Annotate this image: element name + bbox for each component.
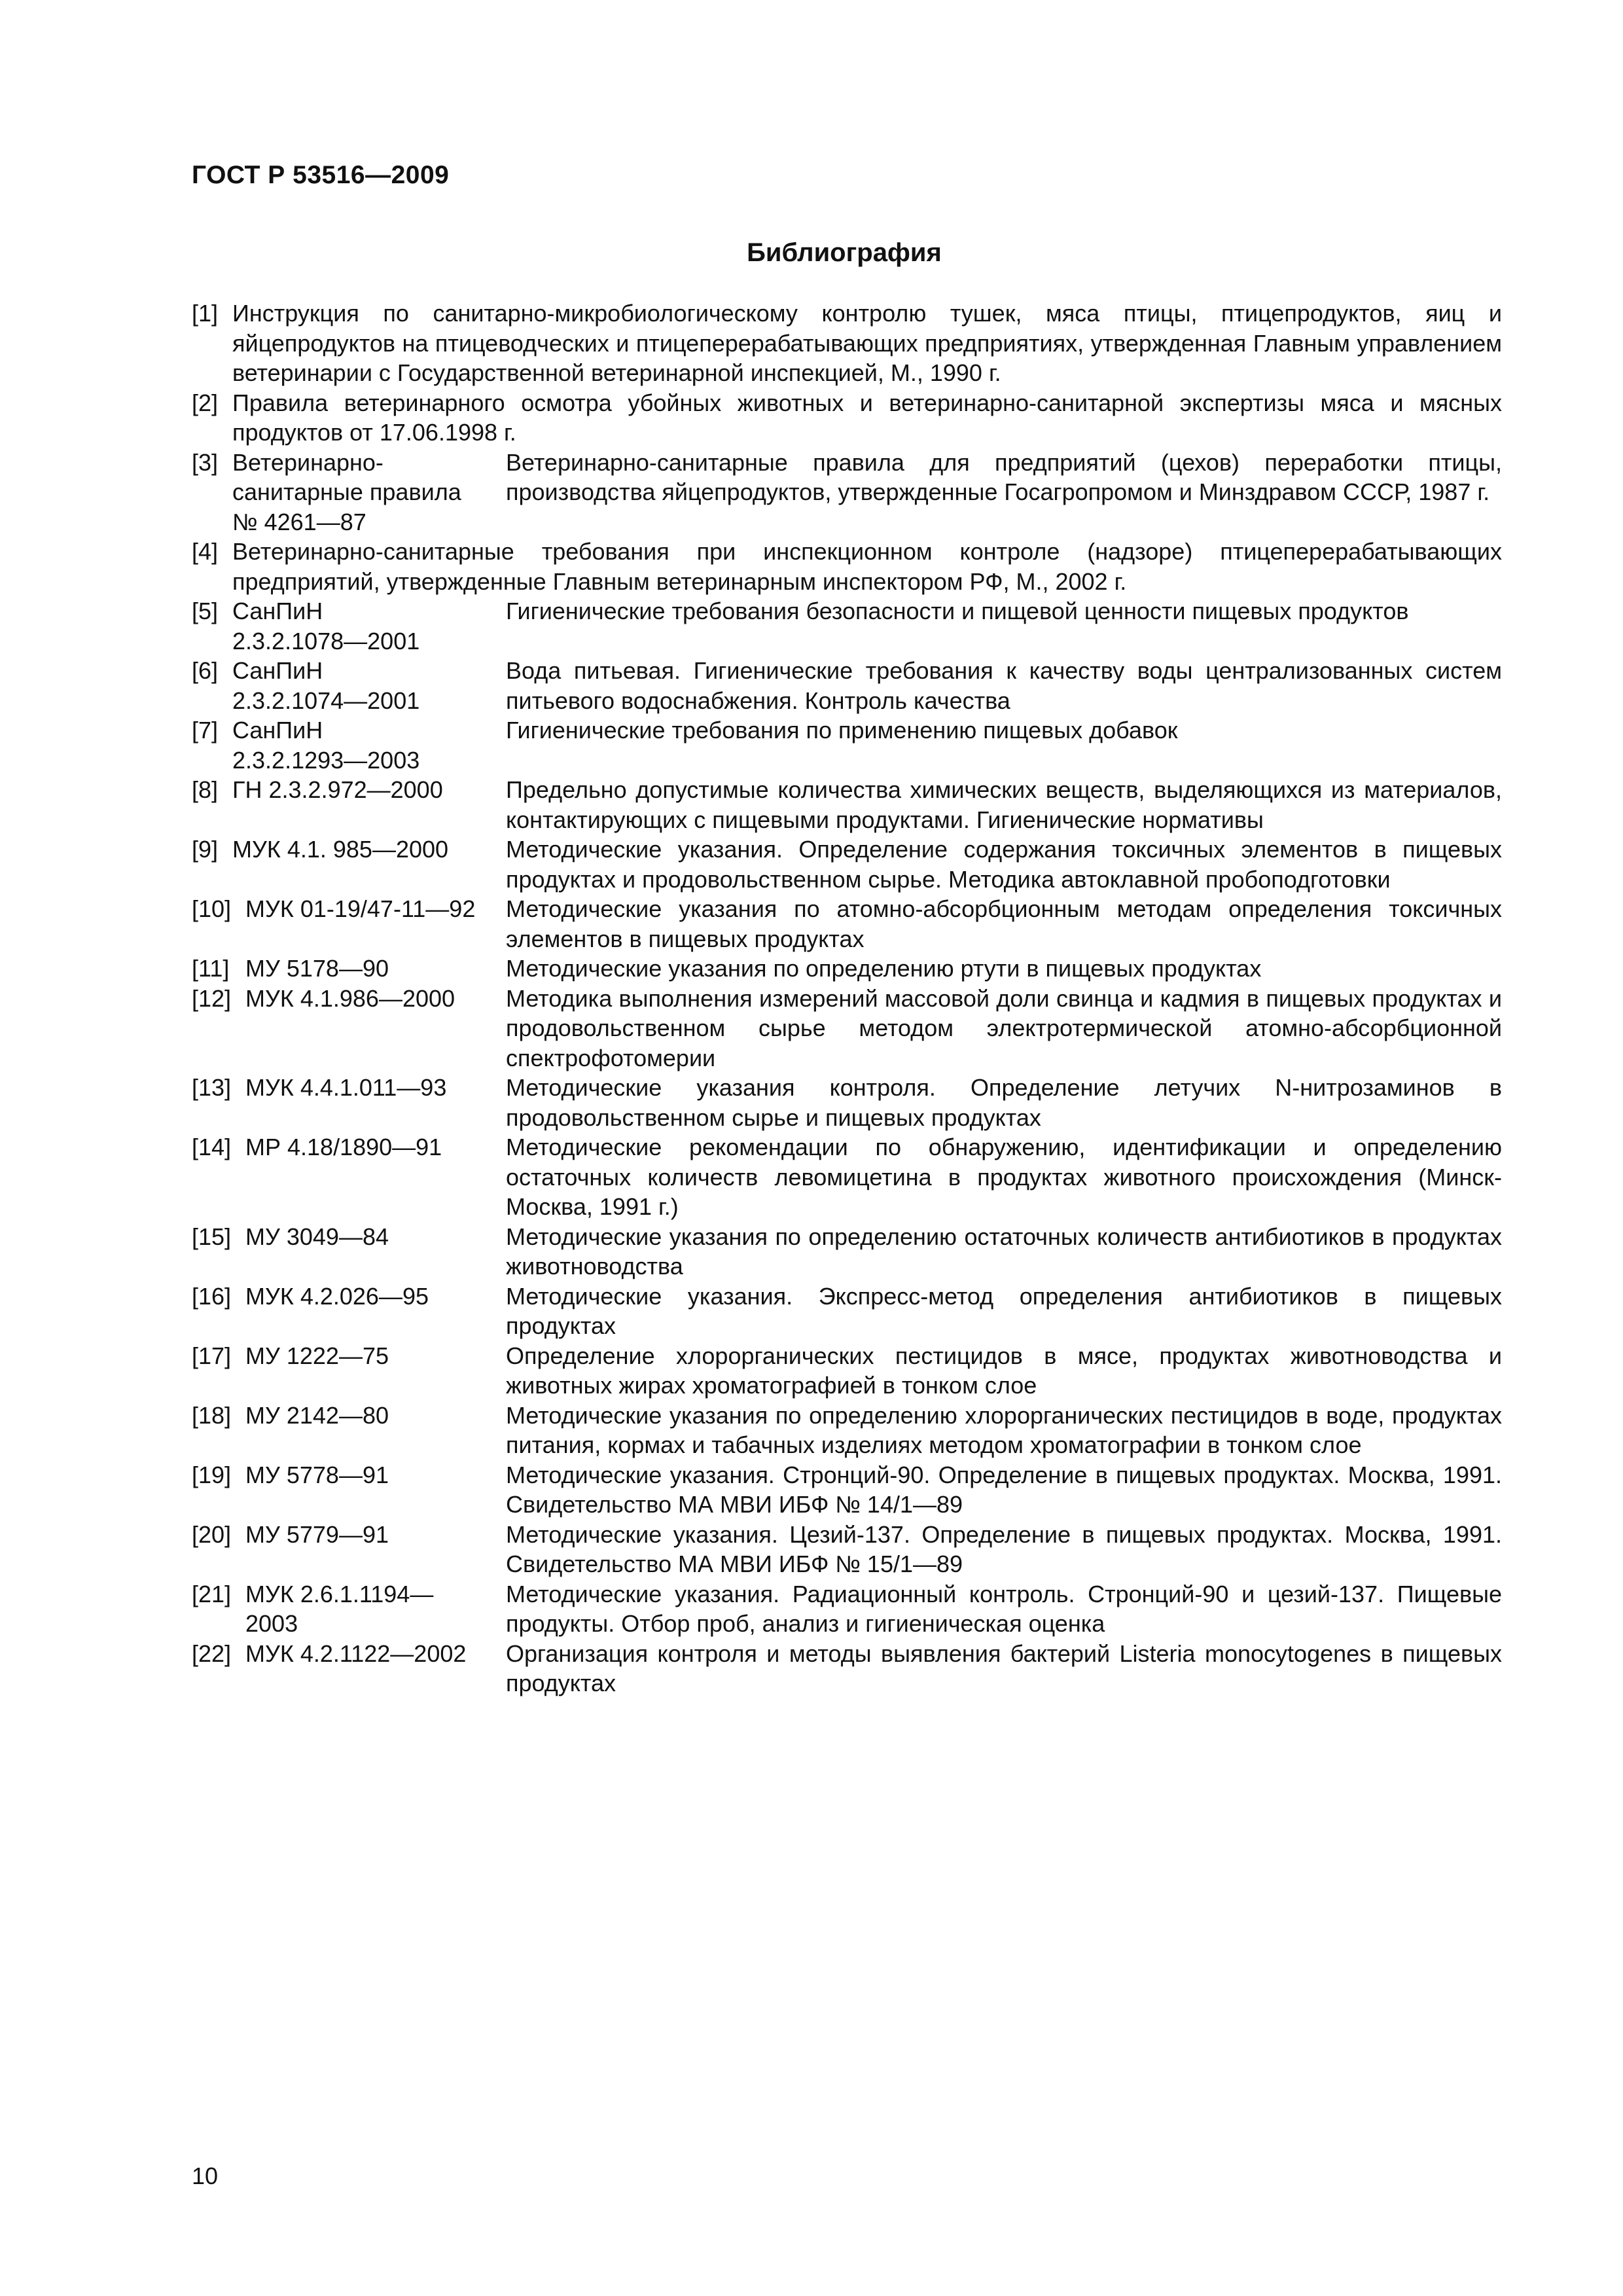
entry-number: [12] bbox=[192, 984, 232, 1012]
entry-number: [10] bbox=[192, 895, 232, 922]
bibliography-entry-6 bbox=[192, 656, 1502, 715]
entry-number: [8] bbox=[192, 776, 219, 803]
entry-code: МУ 2142—80 bbox=[245, 1401, 389, 1429]
entry-code: СанПиН 2.3.2.1293—2003 bbox=[232, 717, 420, 774]
entry-code: МУК 4.1. 985—2000 bbox=[232, 836, 449, 863]
bibliography-entry-1 bbox=[192, 298, 1502, 388]
bibliography-entry-19 bbox=[192, 1460, 1502, 1520]
entry-description: Методические рекомендации по обнаружению, идентификации и определению остаточных количеств левомицетина в продуктах животного происхождения (Минск-Москва, 1991 г.) bbox=[506, 1134, 1502, 1220]
entry-code: МУ 5778—91 bbox=[245, 1461, 389, 1488]
entry-number: [1] bbox=[192, 300, 219, 327]
entry-code: МУ 5178—90 bbox=[245, 955, 389, 982]
entry-description: Методические указания по определению ртути в пищевых продуктах bbox=[506, 955, 1262, 982]
entry-description: Организация контроля и методы выявления бактерий Listeria monocytogenes в пищевых продуктах bbox=[506, 1640, 1502, 1696]
entry-text: Правила ветеринарного осмотра убойных животных и ветеринарно-санитарной экспертизы мяса и мясных продуктов от 17.06.1998 г. bbox=[232, 389, 1502, 446]
page-number: 10 bbox=[192, 2162, 219, 2189]
bibliography-entry-2 bbox=[192, 388, 1502, 448]
entry-number: [4] bbox=[192, 538, 219, 565]
entry-code: МУК 2.6.1.1194— 2003 bbox=[245, 1580, 434, 1637]
entry-number: [3] bbox=[192, 448, 219, 476]
entry-code: МУ 1222—75 bbox=[245, 1342, 389, 1369]
entry-description: Методические указания. Определение содержания токсичных элементов в пищевых продуктах и продовольственном сырье. Методика автоклавной пробоподготовки bbox=[506, 836, 1502, 893]
entry-description: Ветеринарно-санитарные правила для предприятий (цехов) переработки птицы, производства яйцепродуктов, утвержденные Госагропромом и Минздравом СССР, 1987 г. bbox=[506, 448, 1502, 505]
entry-description: Гигиенические требования безопасности и пищевой ценности пищевых продуктов bbox=[506, 598, 1409, 624]
bibliography-list bbox=[192, 298, 1502, 1698]
entry-code: МУК 4.4.1.011—93 bbox=[245, 1074, 447, 1101]
bibliography-entry-17 bbox=[192, 1341, 1502, 1401]
bibliography-entry-13 bbox=[192, 1073, 1502, 1132]
entry-description: Гигиенические требования по применению пищевых добавок bbox=[506, 717, 1178, 744]
entry-code: МУК 4.2.026—95 bbox=[245, 1282, 429, 1310]
entry-description: Вода питьевая. Гигиенические требования к качеству воды централизованных систем питьевого водоснабжения. Контроль качества bbox=[506, 657, 1502, 714]
entry-description: Методические указания. Радиационный контроль. Стронций-90 и цезий-137. Пищевые продукты. Отбор проб, анализ и гигиеническая оценка bbox=[506, 1580, 1502, 1637]
bibliography-entry-16 bbox=[192, 1282, 1502, 1341]
entry-number: [6] bbox=[192, 657, 219, 684]
entry-code: МУК 4.2.1122—2002 bbox=[245, 1640, 467, 1667]
entry-description: Методические указания. Цезий-137. Определение в пищевых продуктах. Москва, 1991. Свидетельство МА МВИ ИБФ № 15/1—89 bbox=[506, 1520, 1502, 1577]
entry-number: [18] bbox=[192, 1401, 232, 1429]
bibliography-entry-7 bbox=[192, 715, 1502, 775]
section-title: Библиография bbox=[747, 238, 942, 267]
entry-description: Методические указания по атомно-абсорбционным методам определения токсичных элементов в пищевых продуктах bbox=[506, 895, 1502, 952]
entry-description: Методические указания. Стронций-90. Определение в пищевых продуктах. Москва, 1991. Свидетельство МА МВИ ИБФ № 14/1—89 bbox=[506, 1461, 1502, 1518]
entry-number: [17] bbox=[192, 1342, 232, 1369]
entry-number: [20] bbox=[192, 1520, 232, 1548]
entry-number: [7] bbox=[192, 717, 219, 744]
entry-description: Предельно допустимые количества химических веществ, выделяющихся из материалов, контактирующих с пищевыми продуктами. Гигиенические нормативы bbox=[506, 776, 1502, 833]
entry-text: Инструкция по санитарно-микробиологическому контролю тушек, мяса птицы, птицепродуктов, яиц и яйцепродуктов на птицеводческих и птицеперерабатывающих предприятиях, утвержденная Главным управлением ветеринарии с Государственной ветеринарной инспекцией, М., 1990 г. bbox=[232, 300, 1502, 386]
entry-number: [21] bbox=[192, 1580, 232, 1607]
bibliography-entry-14 bbox=[192, 1132, 1502, 1222]
bibliography-entry-11 bbox=[192, 954, 1502, 984]
entry-code: МУК 4.1.986—2000 bbox=[245, 984, 455, 1012]
bibliography-entry-5 bbox=[192, 596, 1502, 656]
entry-number: [19] bbox=[192, 1461, 232, 1488]
entry-description: Методические указания. Экспресс-метод определения антибиотиков в пищевых продуктах bbox=[506, 1282, 1502, 1339]
bibliography-entry-21 bbox=[192, 1579, 1502, 1639]
entry-number: [2] bbox=[192, 389, 219, 416]
bibliography-entry-15 bbox=[192, 1222, 1502, 1282]
bibliography-entry-8 bbox=[192, 775, 1502, 834]
entry-description: Методические указания по определению остаточных количеств антибиотиков в продуктах животноводства bbox=[506, 1223, 1502, 1280]
entry-description: Методика выполнения измерений массовой доли свинца и кадмия в пищевых продуктах и продовольственном сырье методом электротермической атомно-абсорбционной спектрофотомерии bbox=[506, 984, 1502, 1071]
entry-code: СанПиН 2.3.2.1078—2001 bbox=[232, 598, 420, 655]
entry-code: СанПиН 2.3.2.1074—2001 bbox=[232, 657, 420, 714]
entry-number: [15] bbox=[192, 1223, 232, 1250]
entry-number: [13] bbox=[192, 1074, 232, 1101]
bibliography-entry-4 bbox=[192, 537, 1502, 596]
entry-number: [14] bbox=[192, 1134, 232, 1160]
entry-number: [9] bbox=[192, 836, 219, 863]
entry-number: [5] bbox=[192, 598, 219, 624]
entry-description: Методические указания контроля. Определение летучих N-нитрозаминов в продовольственном сырье и пищевых продуктах bbox=[506, 1074, 1502, 1131]
bibliography-entry-18 bbox=[192, 1401, 1502, 1460]
entry-description: Методические указания по определению хлорорганических пестицидов в воде, продуктах питания, кормах и табачных изделиях методом хроматографии в тонком слое bbox=[506, 1401, 1502, 1458]
bibliography-entry-10 bbox=[192, 894, 1502, 954]
bibliography-entry-20 bbox=[192, 1520, 1502, 1579]
bibliography-entry-12 bbox=[192, 984, 1502, 1073]
bibliography-entry-3 bbox=[192, 448, 1502, 537]
entry-number: [11] bbox=[192, 955, 230, 982]
bibliography-entry-22 bbox=[192, 1639, 1502, 1698]
entry-description: Определение хлорорганических пестицидов в мясе, продуктах животноводства и животных жирах хроматографией в тонком слое bbox=[506, 1342, 1502, 1399]
entry-code: МУК 01-19/47-11—92 bbox=[245, 895, 476, 922]
entry-code: МУ 3049—84 bbox=[245, 1223, 389, 1250]
entry-code: МР 4.18/1890—91 bbox=[245, 1134, 442, 1160]
entry-code: Ветеринарно- санитарные правила № 4261—87 bbox=[232, 448, 461, 535]
bibliography-entry-9 bbox=[192, 834, 1502, 894]
entry-code: ГН 2.3.2.972—2000 bbox=[232, 776, 443, 803]
entry-code: МУ 5779—91 bbox=[245, 1520, 389, 1548]
entry-number: [22] bbox=[192, 1640, 232, 1667]
document-code-header: ГОСТ Р 53516—2009 bbox=[192, 161, 450, 189]
entry-text: Ветеринарно-санитарные требования при инспекционном контроле (надзоре) птицеперерабатывающих предприятий, утвержденные Главным ветеринарным инспектором РФ, М., 2002 г. bbox=[232, 538, 1502, 595]
entry-number: [16] bbox=[192, 1282, 232, 1310]
